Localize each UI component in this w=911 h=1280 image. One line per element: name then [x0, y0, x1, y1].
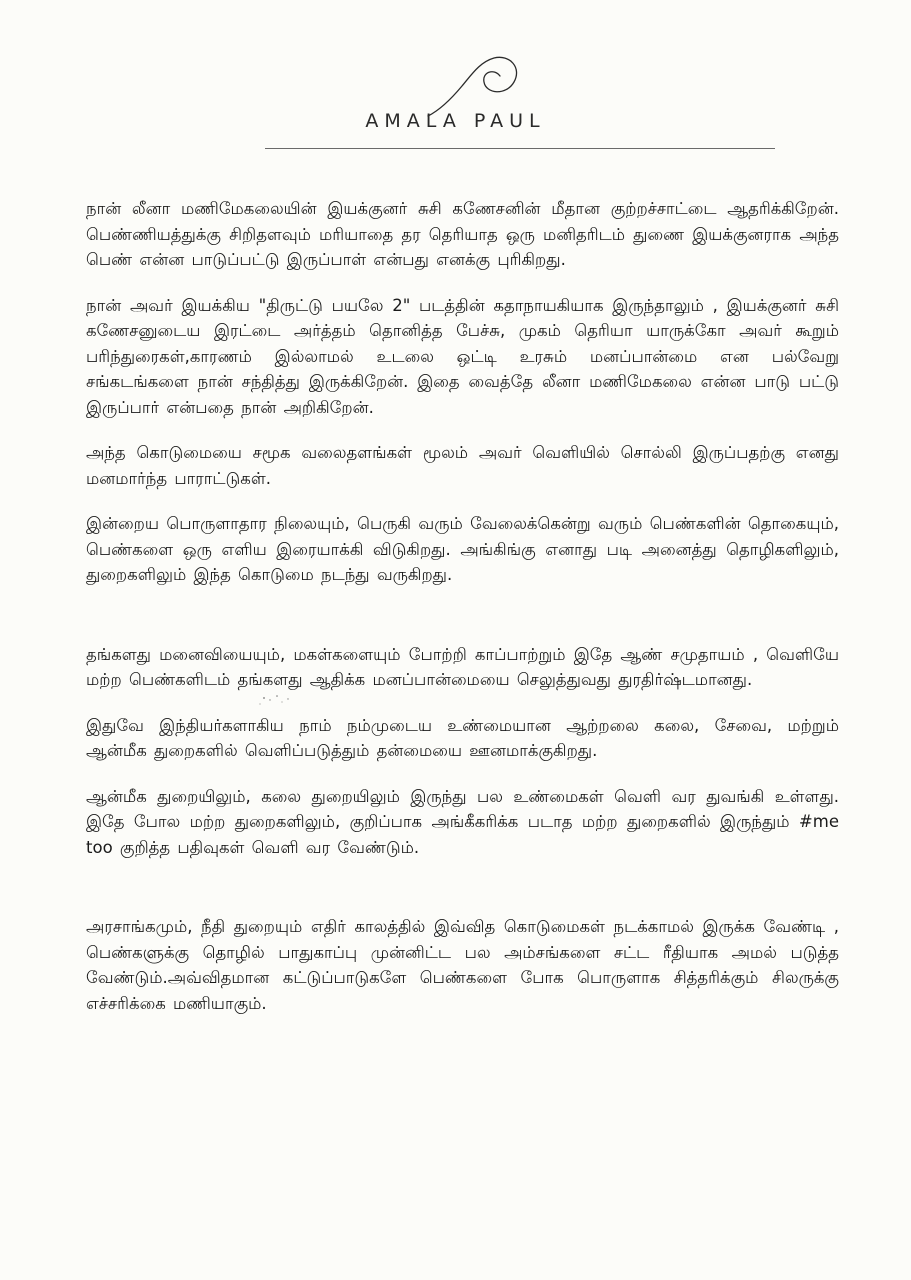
letter-body [86, 196, 839, 1036]
paragraph-8: அரசாங்கமும், நீதி துறையும் எதிர் காலத்தில் இவ்வித கொடுமைகள் நடக்காமல் இருக்க வேண்டி , பெண்களுக்கு தொழில் பாதுகாப்பு முன்னிட்ட பல அம்சங்களை சட்ட ரீதியாக அமல் படுத்த வேண்டும்.அவ்விதமான கட்டுப்பாடுகளே பெண்களை போக பொருளாக சித்தரிக்கும் சிலருக்கு எச்சரிக்கை மணியாகும். [86, 917, 839, 1013]
letterhead [0, 0, 911, 160]
paragraph-5: தங்களது மனைவியையும், மகள்களையும் போற்றி காப்பாற்றும் இதே ஆண் சமுதாயம் , வெளியே மற்ற பெண்களிடம் தங்களது ஆதிக்க மனப்பான்மையை செலுத்துவது துரதிர்ஷ்டமானது. [86, 644, 839, 689]
paragraph-2: நான் அவர் இயக்கிய "திருட்டு பயலே 2" படத்தின் கதாநாயகியாக இருந்தாலும் , இயக்குனர் சுசி கணேசனுடைய இரட்டை அர்த்தம் தொனித்த பேச்சு, முகம் தெரியா யாருக்கோ அவர் கூறும் பரிந்துரைகள்,காரணம் இல்லாமல் உடலை ஒட்டி உரசும் மனப்பான்மை என பல்வேறு சங்கடங்களை நான் சந்தித்து இருக்கிறேன். இதை வைத்தே லீனா மணிமேகலை என்ன பாடு பட்டு இருப்பார் என்பதை நான் அறிகிறேன். [86, 295, 839, 417]
paragraph-6: இதுவே இந்தியர்களாகிய நாம் நம்முடைய உண்மையான ஆற்றலை கலை, சேவை, மற்றும் ஆன்மீக துறைகளில் வெளிப்படுத்தும் தன்மையை ஊனமாக்குகிறது. [86, 715, 839, 760]
paragraph-3: அந்த கொடுமையை சமூக வலைதளங்கள் மூலம் அவர் வெளியில் சொல்லி இருப்பதற்கு எனது மனமார்ந்த பாராட்டுகள். [86, 443, 839, 488]
paragraph-7: ஆன்மீக துறையிலும், கலை துறையிலும் இருந்து பல உண்மைகள் வெளி வர துவங்கி உள்ளது. இதே போல மற்ற துறைகளிலும், குறிப்பாக அங்கீகரிக்க படாத மற்ற துறைகளில் இருந்தும் #me too குறித்த பதிவுகள் வெளி வர வேண்டும். [86, 786, 839, 857]
letterhead-divider [265, 148, 775, 149]
paragraph-1: நான் லீனா மணிமேகலையின் இயக்குனர் சுசி கணேசனின் மீதான குற்றச்சாட்டை ஆதரிக்கிறேன். பெண்ணியத்துக்கு சிறிதளவும் மரியாதை தர தெரியாத ஒரு மனிதரிடம் துணை இயக்குனராக அந்த பெண் என்ன பாடுப்பட்டு இருப்பாள் என்பது எனக்கு புரிகிறது. [86, 199, 839, 269]
paragraph-4: இன்றைய பொருளாதார நிலையும், பெருகி வரும் வேலைக்கென்று வரும் பெண்களின் தொகையும், பெண்களை ஒரு எளிய இரையாக்கி விடுகிறது. அங்கிங்கு எனாது படி அனைத்து தொழிகளிலும், துறைகளிலும் இந்த கொடுமை நடந்து வருகிறது. [86, 514, 839, 584]
scan-speck-marks [252, 690, 312, 740]
brand-name: AMALA PAUL [365, 110, 546, 132]
